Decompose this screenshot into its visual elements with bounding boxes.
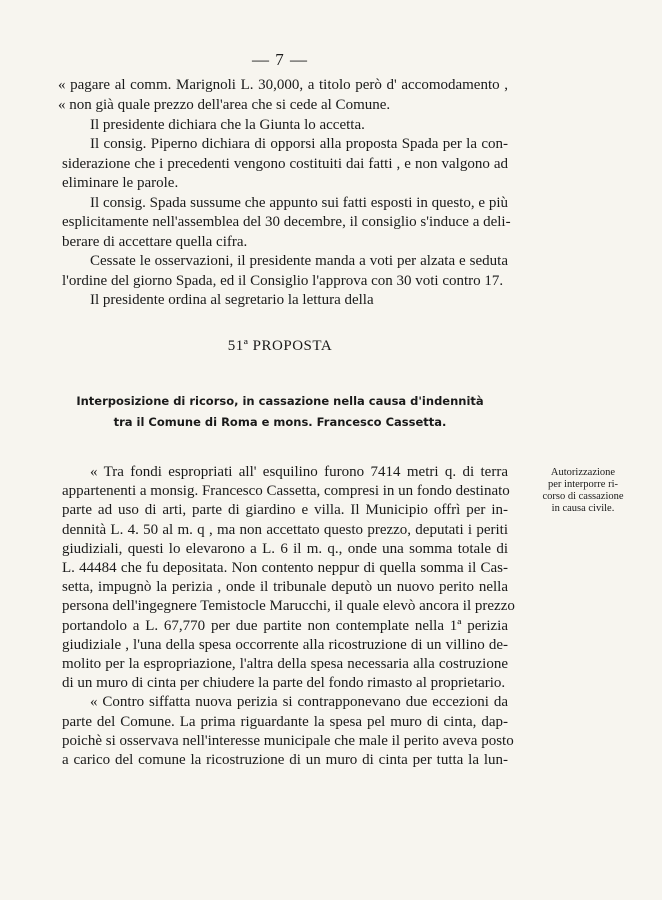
text-line: Il consig. Spada sussume che appunto sui fatti esposti in questo, e più bbox=[90, 195, 508, 211]
text-line: parte ad uso di arti, parte di giardino e villa. Il Municipio offrì per in- bbox=[62, 502, 508, 518]
text-line: dennità L. 4. 50 al m. q , ma non accettato questo prezzo, deputati i periti bbox=[62, 522, 508, 538]
text-line: a carico del comune la ricostruzione di un muro di cinta per tutta la lun- bbox=[62, 752, 508, 768]
text-line: parte del Comune. La prima riguardante la spesa pel muro di cinta, dap- bbox=[62, 714, 508, 730]
subheading-line-1: Interposizione di ricorso, in cassazione nella causa d'indennità bbox=[76, 394, 484, 408]
text-line: giudiziale , l'una della spesa occorrente alla ricostruzione di un villino de- bbox=[62, 637, 508, 653]
text-line: siderazione che i precedenti vengono costituiti dai fatti , e non valgono ad bbox=[62, 156, 508, 172]
subheading-line-2: tra il Comune di Roma e mons. Francesco Cassetta. bbox=[113, 415, 447, 429]
text-line: Il presidente ordina al segretario la lettura della bbox=[90, 292, 374, 308]
margin-note-line: Autorizzazione bbox=[550, 467, 616, 478]
margin-note-line: in causa civile. bbox=[551, 503, 615, 514]
text-line: eliminare le parole. bbox=[62, 175, 179, 191]
proposal-heading: 51ª PROPOSTA bbox=[227, 338, 333, 354]
text-line: portandolo a L. 67,770 per due partite non contemplate nella 1ª perizia bbox=[62, 618, 508, 634]
text-line: « Tra fondi espropriati all' esquilino furono 7414 metri q. di terra bbox=[90, 464, 508, 480]
text-line: l'ordine del giorno Spada, ed il Consiglio l'approva con 30 voti contro 17. bbox=[62, 273, 504, 289]
text-line: Il presidente dichiara che la Giunta lo accetta. bbox=[90, 117, 365, 133]
text-line: di un muro di cinta per chiudere la parte del fondo rimasto al proprietario. bbox=[62, 675, 506, 691]
text-line: Il consig. Piperno dichiara di opporsi alla proposta Spada per la con- bbox=[90, 136, 508, 152]
text-line: appartenenti a monsig. Francesco Cassetta, compresi in un fondo destinato bbox=[62, 483, 510, 499]
text-line: setta, impugnò la perizia , onde il tribunale deputò un nuovo perito nella bbox=[62, 579, 508, 595]
margin-note-line: per interporre ri- bbox=[548, 479, 618, 490]
text-line: persona dell'ingegnere Temistocle Marucchi, il quale elevò ancora il prezzo bbox=[62, 598, 515, 614]
text-line: « pagare al comm. Marignoli L. 30,000, a titolo però d' accomodamento , bbox=[58, 77, 508, 93]
text-line: berare di accettare quella cifra. bbox=[62, 234, 248, 250]
text-line: molito per la espropriazione, l'altra della spesa necessaria alla costruzione bbox=[62, 656, 508, 672]
text-line: L. 44484 che fu depositata. Non contento neppur di quella somma il Cas- bbox=[62, 560, 508, 576]
margin-note-line: corso di cassazione bbox=[542, 491, 624, 502]
text-line: « non già quale prezzo dell'area che si cede al Comune. bbox=[58, 97, 391, 113]
page-number: — 7 — bbox=[252, 50, 308, 69]
text-line: poichè si osservava nell'interesse municipale che male il perito aveva posto bbox=[62, 733, 514, 749]
text-line: esplicitamente nell'assemblea del 30 decembre, il consiglio s'induce a deli- bbox=[62, 214, 511, 230]
text-line: giudiziali, questi lo elevarono a L. 6 il m. q., onde una somma totale di bbox=[62, 541, 508, 557]
text-line: « Contro siffatta nuova perizia si contrapponevano due eccezioni da bbox=[90, 694, 508, 710]
text-line: Cessate le osservazioni, il presidente manda a voti per alzata e seduta bbox=[90, 253, 508, 269]
